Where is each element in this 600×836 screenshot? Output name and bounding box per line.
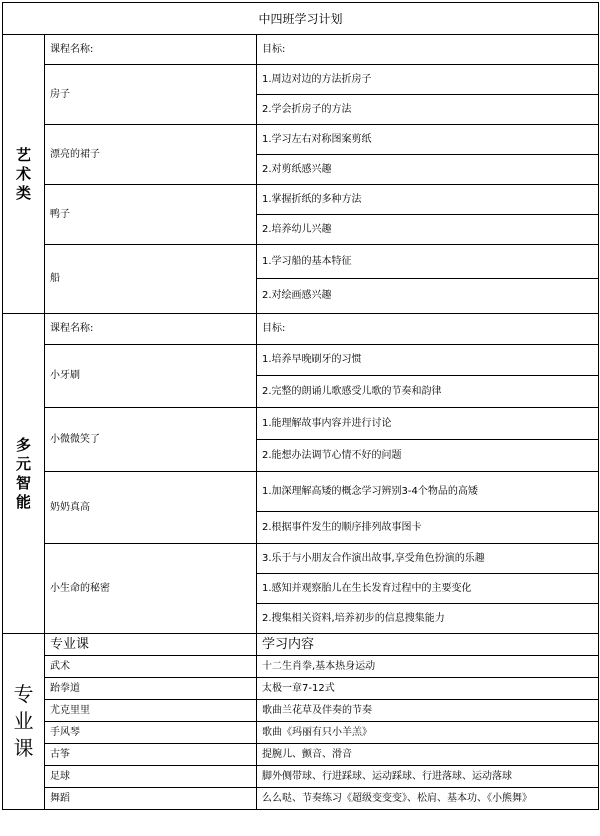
pro-course-name: 跆拳道 xyxy=(45,678,257,700)
art-course-goal: 1.周边对边的方法折房子 xyxy=(257,65,599,95)
multi-course-goal: 2.搜集相关资料,培养初步的信息搜集能力 xyxy=(257,604,599,634)
pro-course-name: 古筝 xyxy=(45,744,257,766)
art-course-name: 房子 xyxy=(45,65,257,125)
multi-course-goal: 3.乐于与小朋友合作演出故事,享受角色扮演的乐趣 xyxy=(257,544,599,574)
art-course-name: 鸭子 xyxy=(45,185,257,245)
art-course-goal: 1.学习船的基本特征 xyxy=(257,245,599,279)
section-label-multi: 多元智能 xyxy=(3,314,45,634)
pro-course-name: 足球 xyxy=(45,766,257,788)
pro-course-content: 歌曲兰花草及伴奏的节奏 xyxy=(257,700,599,722)
title-row xyxy=(3,3,599,35)
page-title: 中四班学习计划 xyxy=(3,3,599,35)
art-course-goal: 2.学会折房子的方法 xyxy=(257,95,599,125)
multi-course-header: 课程名称: xyxy=(45,314,257,345)
multi-course-goal: 2.能想办法调节心情不好的问题 xyxy=(257,440,599,472)
table-row xyxy=(3,245,599,279)
table-row xyxy=(3,472,599,512)
table-row xyxy=(3,744,599,766)
table-row xyxy=(3,65,599,95)
pro-header-row xyxy=(3,634,599,656)
pro-course-name: 舞蹈 xyxy=(45,788,257,810)
pro-course-content: 十二生肖拳,基本热身运动 xyxy=(257,656,599,678)
art-course-goal: 1.掌握折纸的多种方法 xyxy=(257,185,599,215)
art-course-goal: 1.学习左右对称图案剪纸 xyxy=(257,125,599,155)
multi-header-row xyxy=(3,314,599,345)
multi-course-goal: 1.感知并观察胎儿在生长发育过程中的主要变化 xyxy=(257,574,599,604)
multi-course-name: 小牙刷 xyxy=(45,345,257,408)
table-row xyxy=(3,408,599,440)
multi-course-goal: 1.培养早晚刷牙的习惯 xyxy=(257,345,599,376)
table-row xyxy=(3,125,599,155)
art-goal-header: 目标: xyxy=(257,35,599,65)
section-label-pro: 专业课 xyxy=(3,634,45,810)
pro-course-content: 么么哒、节奏练习《超级变变变》、松肩、基本功、《小熊舞》 xyxy=(257,788,599,810)
table-row xyxy=(3,345,599,376)
study-plan-table xyxy=(2,2,599,810)
table-row xyxy=(3,766,599,788)
pro-course-name: 尤克里里 xyxy=(45,700,257,722)
pro-course-content: 脚外侧带球、行进踩球、运动踩球、行进落球、运动落球 xyxy=(257,766,599,788)
art-course-goal: 2.对绘画感兴趣 xyxy=(257,279,599,314)
art-course-header: 课程名称: xyxy=(45,35,257,65)
table-row xyxy=(3,788,599,810)
multi-course-goal: 2.完整的朗诵儿歌感受儿歌的节奏和韵律 xyxy=(257,376,599,408)
art-course-goal: 2.对剪纸感兴趣 xyxy=(257,155,599,185)
pro-course-content: 歌曲《玛丽有只小羊羔》 xyxy=(257,722,599,744)
pro-course-name: 手风琴 xyxy=(45,722,257,744)
table-row xyxy=(3,656,599,678)
table-row xyxy=(3,544,599,574)
multi-course-goal: 1.加深理解高矮的概念学习辨别3-4个物品的高矮 xyxy=(257,472,599,512)
section-label-art: 艺术类 xyxy=(3,35,45,314)
pro-goal-header: 学习内容 xyxy=(257,634,599,656)
multi-course-name: 小微微笑了 xyxy=(45,408,257,472)
multi-course-goal: 1.能理解故事内容并进行讨论 xyxy=(257,408,599,440)
table-row xyxy=(3,722,599,744)
multi-goal-header: 目标: xyxy=(257,314,599,345)
pro-course-content: 太极一章7-12式 xyxy=(257,678,599,700)
pro-course-name: 武术 xyxy=(45,656,257,678)
table-row xyxy=(3,678,599,700)
multi-course-name: 奶奶真高 xyxy=(45,472,257,544)
page-bottom-margin xyxy=(0,826,600,836)
multi-course-name: 小生命的秘密 xyxy=(45,544,257,634)
table-row xyxy=(3,185,599,215)
pro-course-header: 专业课 xyxy=(45,634,257,656)
art-course-name: 漂亮的裙子 xyxy=(45,125,257,185)
art-course-goal: 2.培养幼儿兴趣 xyxy=(257,215,599,245)
art-header-row xyxy=(3,35,599,65)
art-course-name: 船 xyxy=(45,245,257,314)
multi-course-goal: 2.根据事件发生的顺序排列故事图卡 xyxy=(257,512,599,544)
pro-course-content: 提腕儿、颤音、滑音 xyxy=(257,744,599,766)
table-row xyxy=(3,700,599,722)
